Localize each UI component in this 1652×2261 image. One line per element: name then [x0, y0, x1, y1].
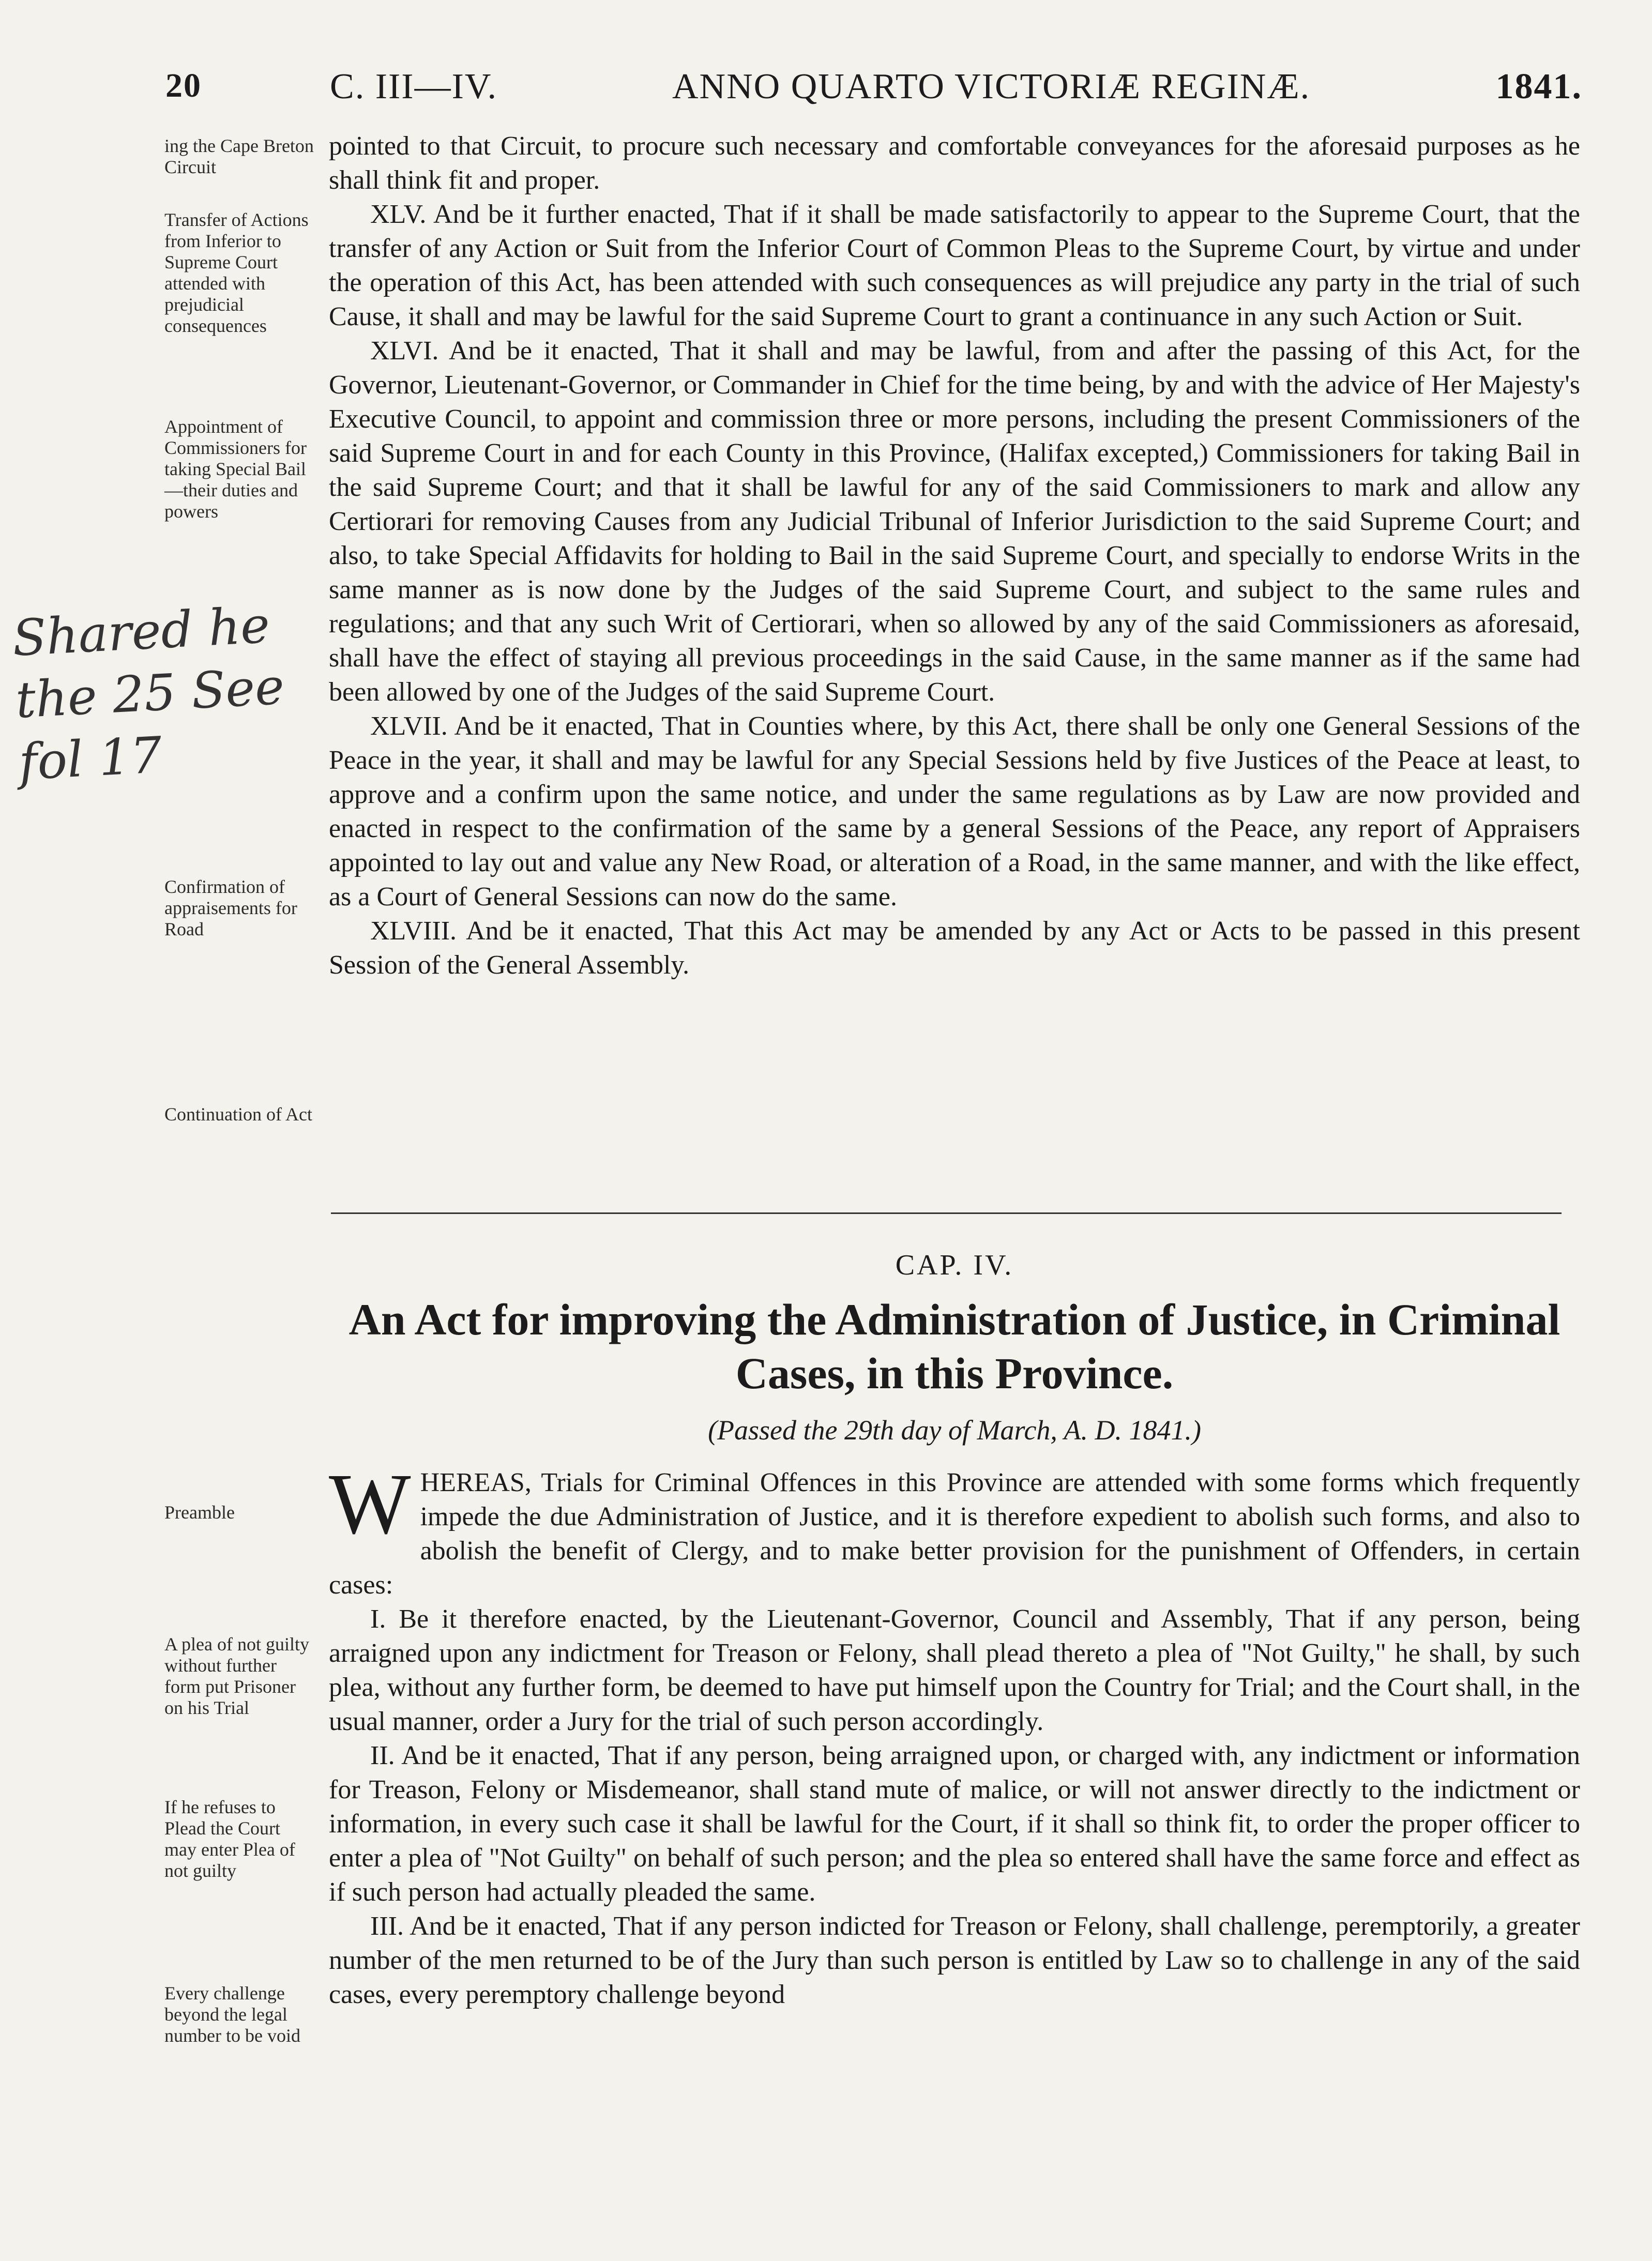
paragraph: pointed to that Circuit, to procure such necessary and comfortable conveyances for the aforesaid purposes as he shall think fit and proper.: [329, 131, 1580, 195]
margin-note: If he refuses to Plead the Court may enter Plea of not guilty: [164, 1797, 295, 1881]
handwritten-annotation: Shared he the 25 See fol 17: [11, 596, 286, 792]
preamble-paragraph: [329, 1456, 1580, 1602]
section-xlvi: XLVI. And be it enacted, That it shall and may be lawful, from and after the passing of this Act, for the Governor, Lieutenant-Governor, or Commander in Chief for the time being, by and with the advice of Her Majesty's Executive Council, to appoint and commission three or more persons, including the present Commissioners of the said Supreme Court in and for each County in this Province, (Halifax excepted,) Commissioners for taking Bail in the said Supreme Court; and that it shall be lawful for any of the said Commissioners to mark and allow any Certiorari for removing Causes from any Judicial Tribunal of Inferior Jurisdiction to the said Supreme Court; and also, to take Special Affidavits for holding to Bail in the said Supreme Court, and specially to endorse Writs in the same manner as is now done by the Judges of the said Supreme Court, and subject to the same rules and regulations; and that any such Writ of Certiorari, when so allowed by any of the said Commissioners as aforesaid, shall have the effect of staying all previous proceedings in the said Cause, in the same manner as if the same had been allowed by one of the Judges of the said Supreme Court.: [329, 336, 1580, 707]
chapter-reference: C. III—IV.: [330, 67, 497, 107]
act-title: An Act for improving the Administration of Justice, in Criminal Cases, in this Province.: [348, 1295, 1560, 1398]
margin-note: Continuation of Act: [164, 1104, 312, 1125]
margin-note: ing the Cape Breton Circuit: [164, 135, 314, 177]
margin-note: Confirmation of appraisements for Road: [164, 876, 297, 939]
margin-note: Appointment of Commissioners for taking Special Bail—their duties and powers: [164, 416, 307, 522]
section-xlv: XLV. And be it further enacted, That if it shall be made satisfactorily to appear to the Supreme Court, that the transfer of any Action or Suit from the Inferior Court of Common Pleas to the Supreme Court, by virtue and under the operation of this Act, has been attended with such consequences as will prejudice any party in the trial of such Cause, it shall and may be lawful for the said Supreme Court to grant a continuance in any such Action or Suit.: [329, 200, 1580, 331]
header-title: ANNO QUARTO VICTORIÆ REGINÆ.: [672, 67, 1311, 107]
section-iii: III. And be it enacted, That if any person indicted for Treason or Felony, shall challenge, peremptorily, a greater number of the men returned to be of the Jury than such person is entitled by Law so to challenge in any of the said cases, every peremptory challenge beyond: [329, 1911, 1580, 2009]
section-i: I. Be it therefore enacted, by the Lieutenant-Governor, Council and Assembly, That if any person, being arraigned upon any indictment for Treason or Felony, shall plead thereto a plea of "Not Guilty," he shall, by such plea, without any further form, be deemed to have put himself upon the Country for Trial; and the Court shall, in the usual manner, order a Jury for the trial of such person accordingly.: [329, 1604, 1580, 1736]
preamble-text: HEREAS, Trials for Criminal Offences in this Province are attended with some forms which frequently impede the due Administration of Justice, and it is therefore expedient to abolish such forms, and also to abolish the benefit of Clergy, and to make better provision for the punishment of Offenders, in certain cases:: [329, 1468, 1580, 1600]
running-header: [165, 66, 1582, 123]
margin-note: Preamble: [164, 1502, 235, 1523]
header-year: 1841.: [1495, 67, 1582, 107]
passed-date: (Passed the 29th day of March, A. D. 1841.): [708, 1415, 1201, 1446]
page-number: 20: [165, 67, 202, 104]
margin-note: Every challenge beyond the legal number to be void: [164, 1983, 300, 2046]
section-xlvii: XLVII. And be it enacted, That in Counties where, by this Act, there shall be only one General Sessions of the Peace in the year, it shall and may be lawful for any Special Sessions held by five Justices of the Peace at least, to approve and a confirm upon the same notice, and under the same regulations as by Law are now provided and enacted in respect to the confirmation of the same by a general Sessions of the Peace, any report of Appraisers appointed to lay out and value any New Road, or alteration of a Road, in the same manner, and with the like effect, as a Court of General Sessions can now do the same.: [329, 711, 1580, 912]
top-text-column: [329, 129, 1580, 982]
section-xlviii: XLVIII. And be it enacted, That this Act may be amended by any Act or Acts to be passed in this present Session of the General Assembly.: [329, 916, 1580, 980]
section-ii: II. And be it enacted, That if any person, being arraigned upon, or charged with, any indictment or information for Treason, Felony or Misdemeanor, shall stand mute of malice, or will not answer directly to the indictment or information, in every such case it shall be lawful for the Court, if it shall so think fit, to order the proper officer to enter a plea of "Not Guilty" on behalf of such person; and the plea so entered shall have the same force and effect as if such person had actually pleaded the same.: [329, 1741, 1580, 1907]
section-divider: [331, 1212, 1562, 1214]
margin-note: A plea of not guilty without further form put Prisoner on his Trial: [164, 1634, 309, 1718]
act-text-column: [329, 1456, 1580, 2012]
drop-cap: W: [329, 1456, 411, 1552]
chapter-number: CAP. IV.: [895, 1249, 1014, 1281]
margin-note: Transfer of Actions from Inferior to Supreme Court attended with prejudicial consequences: [164, 209, 309, 336]
